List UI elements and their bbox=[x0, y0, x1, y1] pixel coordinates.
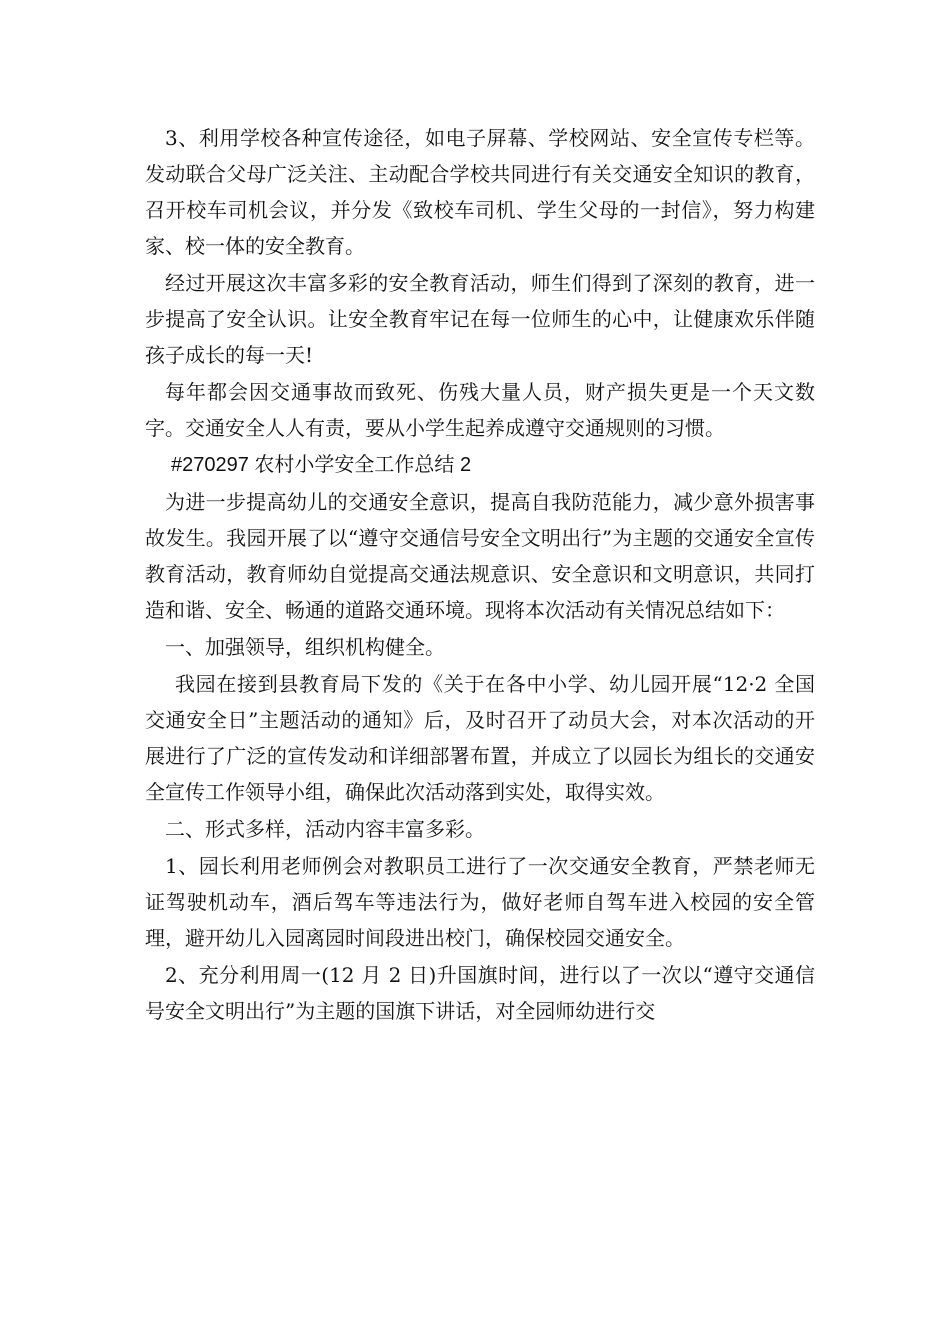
document-body bbox=[145, 120, 815, 1030]
paragraph-introduction: 为进一步提高幼儿的交通安全意识，提高自我防范能力，减少意外损害事故发生。我园开展了以“遵守交通信号安全文明出行”为主题的交通安全宣传教育活动，教育师幼自觉提高交通法规意识、安全意识和文明意识，共同打造和谐、安全、畅通的道路交通环境。现将本次活动有关情况总结如下： bbox=[145, 490, 815, 622]
subheading-leadership: 一、加强领导，组织机构健全。 bbox=[165, 635, 445, 659]
paragraph-traffic-accidents: 每年都会因交通事故而致死、伤残大量人员，财产损失更是一个天文数字。交通安全人人有责，要从小学生起养成遵守交通规则的习惯。 bbox=[145, 380, 815, 440]
paragraph-staff-meeting: 1、园长利用老师例会对教职员工进行了一次交通安全教育，严禁老师无证驾驶机动车，酒后驾车等违法行为，做好老师自驾车进入校园的安全管理，避开幼儿入园离园时间段进出校门，确保校园交通安全。 bbox=[145, 854, 815, 950]
paragraph-activity-result: 经过开展这次丰富多彩的安全教育活动，师生们得到了深刻的教育，进一步提高了安全认识。让安全教育牢记在每一位师生的心中，让健康欢乐伴随孩子成长的每一天! bbox=[145, 271, 815, 367]
subheading-activities: 二、形式多样，活动内容丰富多彩。 bbox=[165, 817, 485, 841]
paragraph-flag-raising: 2、充分利用周一(12 月 2 日)升国旗时间，进行以了一次以“遵守交通信号安全文明出行”为主题的国旗下讲话，对全园师幼进行交 bbox=[145, 963, 815, 1023]
section-title: #270297 农村小学安全工作总结 2 bbox=[171, 454, 472, 476]
paragraph-leadership: 我园在接到县教育局下发的《关于在各中小学、幼儿园开展“12·2 全国交通安全日”主题活动的通知》后，及时召开了动员大会，对本次活动的开展进行了广泛的宣传发动和详细部署布置，并成立了以园长为组长的交通安全宣传工作领导小组，确保此次活动落到实处，取得实效。 bbox=[145, 672, 815, 804]
paragraph-promotion-channels: 3、利用学校各种宣传途径，如电子屏幕、学校网站、安全宣传专栏等。发动联合父母广泛关注、主动配合学校共同进行有关交通安全知识的教育，召开校车司机会议，并分发《致校车司机、学生父母的一封信》，努力构建家、校一体的安全教育。 bbox=[145, 126, 815, 258]
